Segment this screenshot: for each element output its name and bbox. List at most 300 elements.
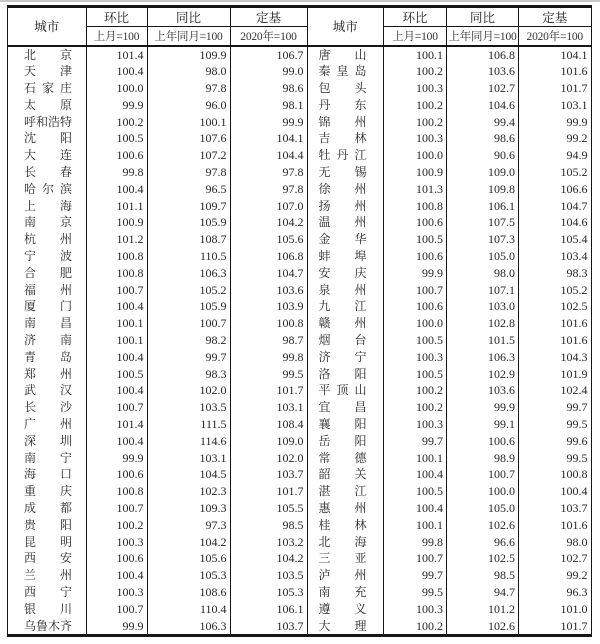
table-row <box>8 382 307 399</box>
table-row <box>8 567 307 584</box>
header-base-label: 定基 <box>230 8 307 27</box>
base-value: 102.5 <box>519 298 591 315</box>
city-name <box>319 349 367 366</box>
city-name-char: 呼 <box>24 114 37 129</box>
city-name-char: 金 <box>318 232 331 247</box>
yoy-value: 109.7 <box>147 198 230 215</box>
city-name-char: 宁 <box>24 249 37 264</box>
city-name-char: 泸 <box>318 568 331 583</box>
table-row <box>308 466 591 483</box>
city-name-char: 州 <box>354 501 367 516</box>
table-row <box>8 80 307 97</box>
city-name-char: 南 <box>24 450 37 465</box>
base-value: 101.6 <box>519 517 591 534</box>
base-value: 97.8 <box>230 164 307 181</box>
city-cell <box>8 80 86 97</box>
yoy-value: 107.5 <box>447 214 519 231</box>
base-value: 105.2 <box>519 282 591 299</box>
city-name <box>24 47 72 64</box>
yoy-value: 98.0 <box>447 265 519 282</box>
city-name-char: 州 <box>59 417 72 432</box>
yoy-value: 109.3 <box>147 500 230 517</box>
yoy-value: 105.2 <box>147 282 230 299</box>
mom-value: 100.2 <box>86 114 147 131</box>
city-name <box>24 315 72 332</box>
city-name <box>24 198 72 215</box>
yoy-value: 105.6 <box>147 550 230 567</box>
table-row <box>8 601 307 618</box>
city-name <box>319 248 367 265</box>
base-value: 96.3 <box>519 584 591 601</box>
header-city-label: 城市 <box>332 20 358 35</box>
city-name-char: 深 <box>24 433 37 448</box>
city-name-char: 上 <box>24 198 37 213</box>
mom-value: 100.6 <box>384 214 447 231</box>
header-mom-label: 环比 <box>384 8 447 27</box>
table-row <box>8 483 307 500</box>
city-name-char: 桂 <box>318 517 331 532</box>
city-name-char: 阳 <box>354 417 367 432</box>
city-name-char: 吉 <box>318 131 331 146</box>
yoy-value: 110.4 <box>147 601 230 618</box>
city-cell <box>308 399 384 416</box>
city-cell <box>308 517 384 534</box>
city-name-char: 庆 <box>59 484 72 499</box>
base-value: 103.1 <box>230 399 307 416</box>
city-name-char: 林 <box>354 517 367 532</box>
city-cell <box>8 550 86 567</box>
city-name <box>24 298 72 315</box>
city-name-char: 头 <box>354 81 367 96</box>
mom-value: 100.8 <box>384 198 447 215</box>
base-value: 103.2 <box>230 534 307 551</box>
city-name-char: 常 <box>318 450 331 465</box>
city-cell <box>308 80 384 97</box>
city-name <box>319 399 367 416</box>
mom-value: 100.1 <box>384 517 447 534</box>
table-row <box>308 618 591 635</box>
table-row <box>308 97 591 114</box>
price-index-table <box>7 5 592 637</box>
table-row <box>8 46 307 64</box>
base-value: 103.7 <box>519 500 591 517</box>
table-row <box>308 181 591 198</box>
base-value: 106.7 <box>230 46 307 64</box>
yoy-value: 102.6 <box>447 618 519 635</box>
table-row <box>8 534 307 551</box>
yoy-value: 105.0 <box>447 500 519 517</box>
base-value: 98.1 <box>230 97 307 114</box>
city-name-char: 遵 <box>318 601 331 616</box>
table-row <box>8 584 307 601</box>
city-name-char: 都 <box>59 501 72 516</box>
city-cell <box>308 550 384 567</box>
mom-value: 100.7 <box>86 399 147 416</box>
city-name-char: 丹 <box>318 97 331 112</box>
yoy-value: 98.9 <box>447 450 519 467</box>
mom-value: 101.4 <box>86 416 147 433</box>
city-cell <box>8 483 86 500</box>
mom-value: 100.7 <box>86 282 147 299</box>
yoy-value: 96.6 <box>447 534 519 551</box>
yoy-value: 105.9 <box>147 214 230 231</box>
city-name-char: 台 <box>354 333 367 348</box>
yoy-value: 102.7 <box>447 80 519 97</box>
mom-value: 100.4 <box>86 382 147 399</box>
table-row <box>308 80 591 97</box>
city-name-char: 大 <box>318 618 331 633</box>
base-value: 98.3 <box>519 265 591 282</box>
city-name-char: 厦 <box>24 299 37 314</box>
city-cell <box>8 517 86 534</box>
base-value: 105.4 <box>519 231 591 248</box>
city-name-char: 锦 <box>318 114 331 129</box>
table-row <box>8 550 307 567</box>
city-cell <box>8 298 86 315</box>
yoy-value: 96.0 <box>147 97 230 114</box>
yoy-value: 101.5 <box>447 332 519 349</box>
base-value: 103.4 <box>519 248 591 265</box>
city-name <box>24 265 72 282</box>
city-cell <box>308 214 384 231</box>
base-value: 99.9 <box>230 114 307 131</box>
city-name-char: 兰 <box>24 568 37 583</box>
table-row <box>308 130 591 147</box>
table-row <box>8 130 307 147</box>
mom-value: 99.5 <box>384 584 447 601</box>
city-name-char: 西 <box>24 585 37 599</box>
mom-value: 100.8 <box>86 265 147 282</box>
city-cell <box>8 416 86 433</box>
table-row <box>308 483 591 500</box>
yoy-value: 106.3 <box>447 349 519 366</box>
city-name-char: 庄 <box>59 81 72 96</box>
city-name-char: 皇 <box>336 64 349 79</box>
city-cell <box>308 198 384 215</box>
mom-value: 100.0 <box>384 315 447 332</box>
base-value: 99.7 <box>519 399 591 416</box>
city-name-char: 波 <box>59 249 72 264</box>
city-name-char: 北 <box>318 534 331 549</box>
city-name-char: 海 <box>354 534 367 549</box>
table-row <box>8 399 307 416</box>
table-row <box>308 601 591 618</box>
city-name-char: 无 <box>318 165 331 180</box>
city-name-char: 九 <box>318 299 331 314</box>
city-name-char: 南 <box>24 215 37 230</box>
mom-value: 100.6 <box>384 248 447 265</box>
city-name-char: 州 <box>354 114 367 129</box>
city-name-char: 哈 <box>24 181 37 196</box>
yoy-value: 98.0 <box>147 63 230 80</box>
table-row <box>308 416 591 433</box>
city-name <box>24 164 72 181</box>
table-row <box>308 534 591 551</box>
city-name-char: 州 <box>354 215 367 230</box>
table-right <box>308 8 591 634</box>
yoy-value: 105.9 <box>147 298 230 315</box>
base-value: 99.6 <box>519 433 591 450</box>
table-row <box>308 450 591 467</box>
city-cell <box>308 298 384 315</box>
city-name <box>24 517 72 534</box>
yoy-value: 108.7 <box>147 231 230 248</box>
city-name-char: 尔 <box>41 181 54 196</box>
base-value: 99.5 <box>519 416 591 433</box>
city-name-char: 蚌 <box>318 249 331 264</box>
city-cell <box>308 248 384 265</box>
yoy-value: 102.3 <box>147 483 230 500</box>
city-cell <box>308 349 384 366</box>
city-name <box>319 483 367 500</box>
mom-value: 100.4 <box>86 349 147 366</box>
city-name-char: 济 <box>318 349 331 364</box>
mom-value: 99.9 <box>384 265 447 282</box>
yoy-value: 107.3 <box>447 231 519 248</box>
city-cell <box>8 349 86 366</box>
city-name <box>319 366 367 383</box>
city-name-char: 安 <box>318 265 331 280</box>
city-name-char: 西 <box>24 551 37 566</box>
city-name-char: 山 <box>354 47 367 62</box>
city-name <box>24 80 72 97</box>
yoy-value: 98.3 <box>147 366 230 383</box>
table-row <box>8 248 307 265</box>
city-name <box>24 567 72 584</box>
yoy-value: 100.6 <box>447 433 519 450</box>
city-name-char: 州 <box>59 232 72 247</box>
city-name <box>24 366 72 383</box>
base-value: 99.5 <box>519 450 591 467</box>
table-row <box>8 198 307 215</box>
city-name-char: 泉 <box>318 282 331 297</box>
city-cell <box>308 114 384 131</box>
table-row <box>308 584 591 601</box>
city-name-char: 平 <box>318 383 331 398</box>
city-name <box>24 282 72 299</box>
header-base-sub-label: 2020年=100 <box>230 27 307 46</box>
city-name-char: 温 <box>318 215 331 230</box>
yoy-value: 105.3 <box>147 567 230 584</box>
table-row <box>8 618 307 635</box>
yoy-value: 104.6 <box>447 97 519 114</box>
mom-value: 100.4 <box>86 63 147 80</box>
city-name-char: 庆 <box>354 265 367 280</box>
city-name <box>319 567 367 584</box>
yoy-value: 106.3 <box>147 618 230 635</box>
mom-value: 99.9 <box>86 450 147 467</box>
table-row <box>308 147 591 164</box>
city-name-char: 阳 <box>354 366 367 381</box>
city-name <box>319 466 367 483</box>
mom-value: 100.1 <box>86 315 147 332</box>
city-name <box>24 63 72 80</box>
table-row <box>308 349 591 366</box>
base-value: 101.7 <box>230 382 307 399</box>
mom-value: 101.3 <box>384 181 447 198</box>
mom-value: 100.8 <box>86 483 147 500</box>
city-cell <box>308 584 384 601</box>
city-name-char: 州 <box>354 568 367 583</box>
city-name-char: 岳 <box>318 433 331 448</box>
table-row <box>8 500 307 517</box>
base-value: 98.6 <box>230 80 307 97</box>
mom-value: 100.0 <box>86 80 147 97</box>
city-name <box>24 181 72 198</box>
header-mom-sub-label: 上月=100 <box>384 27 447 46</box>
city-name <box>319 97 367 114</box>
table-row <box>308 567 591 584</box>
city-name-char: 大 <box>24 148 37 163</box>
city-name <box>319 500 367 517</box>
city-name <box>319 534 367 551</box>
yoy-value: 102.8 <box>447 315 519 332</box>
city-cell <box>308 164 384 181</box>
mom-value: 100.2 <box>86 517 147 534</box>
mom-value: 100.5 <box>86 130 147 147</box>
mom-value: 100.5 <box>384 483 447 500</box>
mom-value: 99.8 <box>384 534 447 551</box>
city-name-char: 阳 <box>354 433 367 448</box>
base-value: 99.0 <box>230 63 307 80</box>
base-value: 106.6 <box>519 181 591 198</box>
mom-value: 100.7 <box>86 500 147 517</box>
city-name-char: 州 <box>59 282 72 297</box>
city-name <box>24 601 72 618</box>
city-cell <box>308 282 384 299</box>
mom-value: 101.1 <box>86 198 147 215</box>
city-name-char: 东 <box>354 97 367 112</box>
city-name-char: 宁 <box>354 349 367 364</box>
mom-value: 100.3 <box>86 584 147 601</box>
mom-value: 100.5 <box>384 231 447 248</box>
city-name-char: 牡 <box>318 148 331 163</box>
base-value: 103.1 <box>519 97 591 114</box>
base-value: 104.2 <box>230 550 307 567</box>
table-row <box>8 366 307 383</box>
base-value: 108.4 <box>230 416 307 433</box>
city-name <box>319 130 367 147</box>
yoy-value: 103.0 <box>447 298 519 315</box>
city-name <box>24 466 72 483</box>
city-name-char: 岛 <box>59 349 72 364</box>
city-cell <box>8 214 86 231</box>
table-row <box>308 382 591 399</box>
city-cell <box>8 450 86 467</box>
city-name-char: 川 <box>59 601 72 616</box>
city-name-char: 襄 <box>318 417 331 432</box>
mom-value: 100.8 <box>86 248 147 265</box>
city-name-char: 汉 <box>59 383 72 398</box>
city-cell <box>8 315 86 332</box>
yoy-value: 102.5 <box>447 550 519 567</box>
base-value: 98.0 <box>519 534 591 551</box>
city-name-char: 山 <box>354 383 367 398</box>
table-row <box>8 181 307 198</box>
city-cell <box>8 282 86 299</box>
city-cell <box>308 618 384 635</box>
city-name-char: 安 <box>59 551 72 566</box>
yoy-value: 101.2 <box>447 601 519 618</box>
mom-value: 101.4 <box>86 46 147 64</box>
city-name-char: 惠 <box>318 501 331 516</box>
base-value: 99.2 <box>519 567 591 584</box>
yoy-value: 100.1 <box>147 114 230 131</box>
table-left-body <box>8 46 307 635</box>
city-cell <box>308 265 384 282</box>
city-name-char: 州 <box>354 181 367 196</box>
mom-value: 100.4 <box>86 298 147 315</box>
city-cell <box>8 130 86 147</box>
base-value: 103.9 <box>230 298 307 315</box>
mom-value: 100.3 <box>384 601 447 618</box>
yoy-value: 102.6 <box>447 517 519 534</box>
table-row <box>308 282 591 299</box>
table-left-header <box>8 8 307 46</box>
table-right-header <box>308 8 591 46</box>
city-cell <box>8 332 86 349</box>
city-cell <box>308 534 384 551</box>
city-name <box>319 147 367 164</box>
table-row <box>308 164 591 181</box>
mom-value: 99.8 <box>86 164 147 181</box>
city-name-char: 青 <box>24 349 37 364</box>
yoy-value: 94.7 <box>447 584 519 601</box>
table-row <box>308 214 591 231</box>
base-value: 101.0 <box>519 601 591 618</box>
table-row <box>8 282 307 299</box>
mom-value: 100.2 <box>384 97 447 114</box>
table-row <box>8 450 307 467</box>
yoy-value: 100.7 <box>447 466 519 483</box>
city-name-char: 成 <box>24 501 37 516</box>
table-row <box>8 97 307 114</box>
city-cell <box>308 466 384 483</box>
city-name-char: 韶 <box>318 467 331 482</box>
city-name-char: 武 <box>24 383 37 398</box>
city-cell <box>8 147 86 164</box>
yoy-value: 97.8 <box>147 80 230 97</box>
city-name-char: 阳 <box>59 517 72 532</box>
base-value: 104.1 <box>230 130 307 147</box>
mom-value: 100.0 <box>384 147 447 164</box>
table-row <box>308 399 591 416</box>
table-row <box>308 366 591 383</box>
base-value: 103.7 <box>230 618 307 635</box>
city-name-char: 郑 <box>24 366 37 381</box>
city-name <box>319 433 367 450</box>
yoy-value: 103.5 <box>147 399 230 416</box>
city-name-char: 扬 <box>318 198 331 213</box>
city-name <box>24 231 72 248</box>
city-name-char: 京 <box>59 47 72 62</box>
table-row <box>308 433 591 450</box>
base-value: 101.9 <box>519 366 591 383</box>
city-name-char: 原 <box>59 97 72 112</box>
city-name <box>24 349 72 366</box>
city-name <box>319 47 367 64</box>
city-name-char: 滨 <box>59 181 72 196</box>
city-cell <box>8 382 86 399</box>
base-value: 98.7 <box>230 332 307 349</box>
mom-value: 100.2 <box>384 618 447 635</box>
yoy-value: 97.3 <box>147 517 230 534</box>
table-row <box>8 433 307 450</box>
mom-value: 100.7 <box>384 550 447 567</box>
city-name-char: 义 <box>354 601 367 616</box>
yoy-value: 99.4 <box>447 114 519 131</box>
base-value: 109.0 <box>230 433 307 450</box>
